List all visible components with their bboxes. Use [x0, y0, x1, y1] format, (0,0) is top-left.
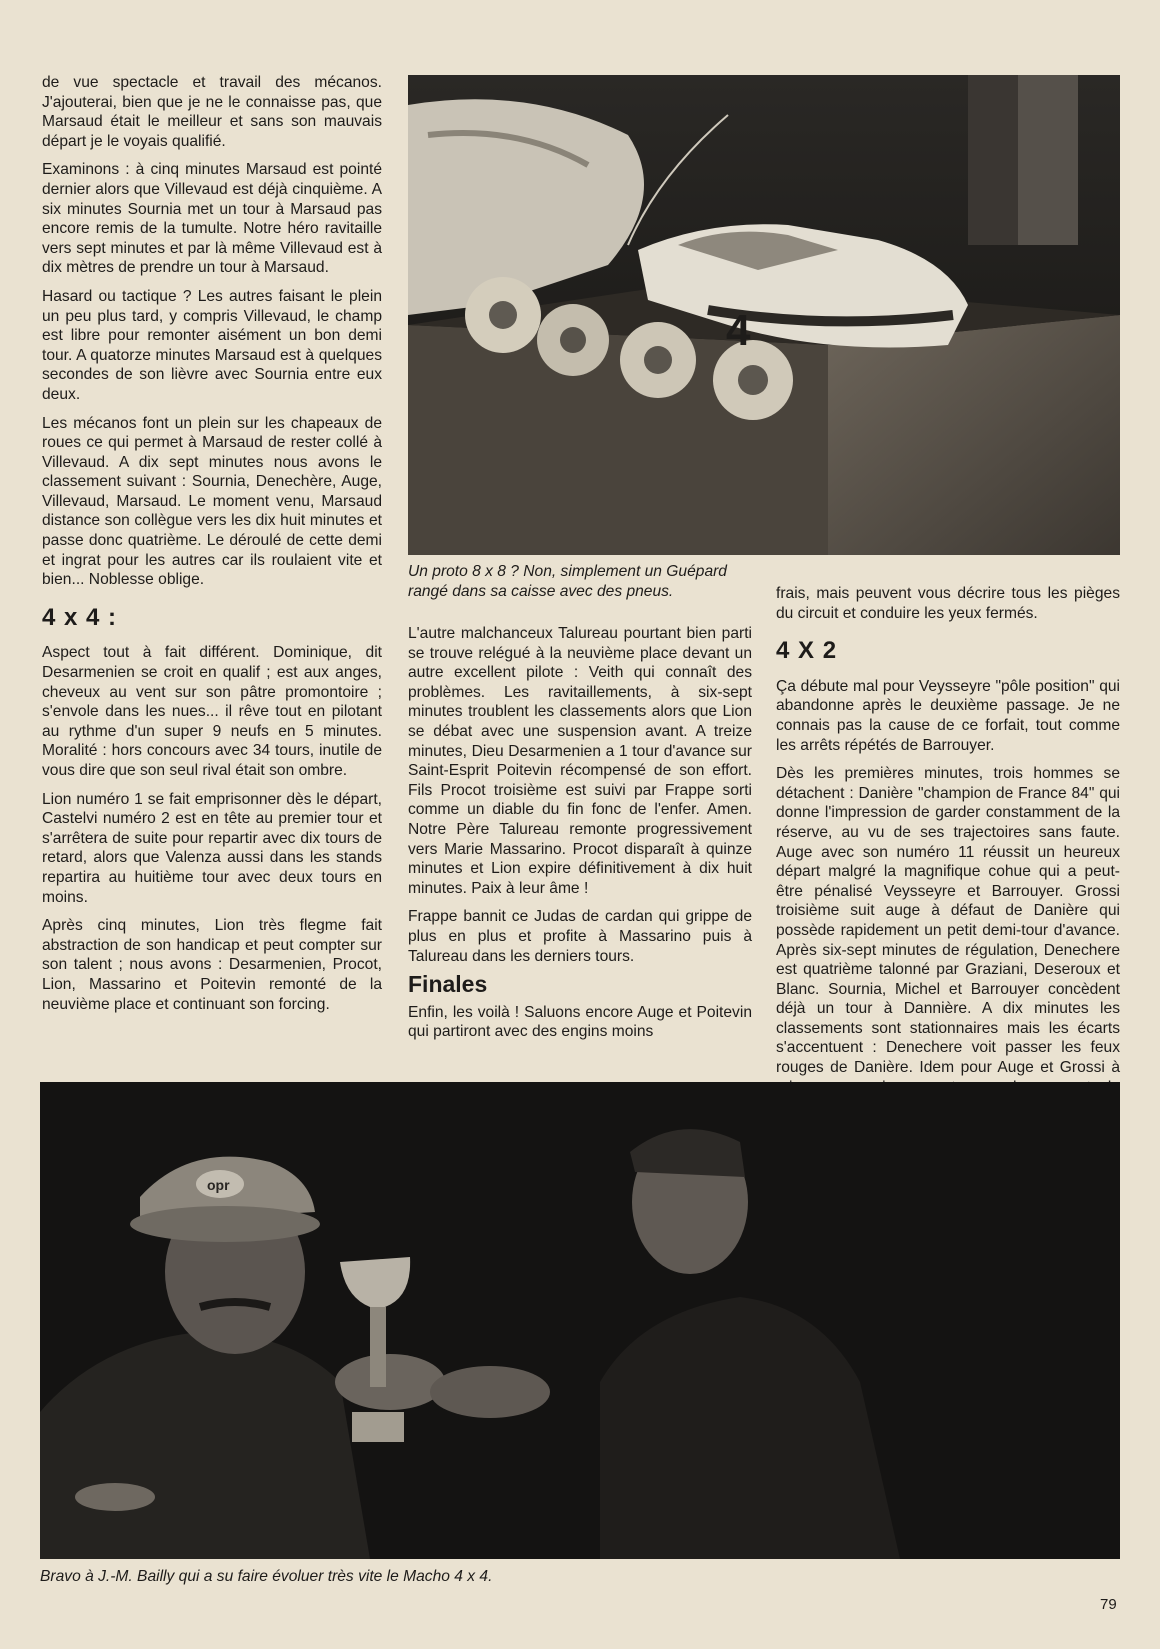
paragraph: Hasard ou tactique ? Les autres faisant le plein un peu plus tard, y compris Villevaud, le champ est libre pour remonter aisément un bon demi tour. A quatorze minutes Marsaud est à quelques secondes de son lièvre avec Sournia entre eux deux. — [42, 287, 382, 403]
paragraph: Frappe bannit ce Judas de cardan qui grippe de plus en plus et profite à Massarino puis à Talureau dans les derniers tours. — [408, 908, 752, 965]
paragraph: Lion numéro 1 se fait emprisonner dès le départ, Castelvi numéro 2 est en tête au premier tour et s'arrêtera de suite pour repartir avec dix tours de retard, alors que Valenza aussi dans les stands repartira au huitième tour avec deux tours en moins. — [42, 790, 382, 906]
paragraph: de vue spectacle et travail des mécanos. J'ajouterai, bien que je ne le connaisse pas, que Marsaud était le meilleur et sans son mauvais départ je le voyais qualifié. — [42, 74, 382, 150]
photo-car-in-box — [408, 75, 1120, 555]
column-middle — [408, 624, 752, 1051]
paragraph: Aspect tout à fait différent. Dominique, dit Desarmenien se croit en qualif ; est aux anges, cheveux au vent sur son pâtre promontoire ; s'envole dans les nues... il rêve tout en pilotant au rythme d'un super 9 neufs en 5 minutes. Moralité : hors concours avec 34 tours, inutile de vous dire que son seul rival était son ombre. — [42, 644, 382, 779]
photo-car-in-box-drawing — [408, 75, 1120, 555]
photo-trophy-handover — [40, 1082, 1120, 1559]
paragraph: Les mécanos font un plein sur les chapeaux de roues ce qui permet à Marsaud de rester collé à Villevaud. A dix sept minutes nous avons le classement suivant : Sournia, Denechère, Auge, Villevaud, Marsaud. Le moment venu, Marsaud distance son collègue vers les dix huit minutes et passe donc quatrième. Le déroulé de cette demi et ingrat pour les autres car ils roulaient vite et bien... Noblesse oblige. — [42, 414, 382, 589]
section-heading-4x2: 4 X 2 — [776, 637, 838, 665]
paragraph: L'autre malchanceux Talureau pourtant bien parti se trouve relégué à la neuvième place devant un autre excellent pilote : Veith qui connaît des problèmes. Les ravitaillements, à six-sept minutes troublent les classements alors que Lion se débat avec une suspension avant. A treize minutes, Dieu Desarmenien a 1 tour d'avance sur Saint-Esprit Poitevin récompensé de son effort. Fils Procot troisième est suivi par Frappe sorti comme un diable du fin fonc de l'enfer. Amen. Notre Père Talureau remonte progressivement vers Marie Massarino. Procot disparaît à quinze minutes et Lion expire définitivement à dix huit minutes. Paix à leur âme ! — [408, 625, 752, 897]
column-left — [42, 73, 382, 1023]
section-heading-4x4: 4 x 4 : — [42, 603, 118, 631]
photo-caption: Bravo à J.-M. Bailly qui a su faire évoluer très vite le Macho 4 x 4. — [40, 1568, 493, 1585]
car-number: 4 — [726, 306, 751, 355]
photo-caption: Un proto 8 x 8 ? Non, simplement un Guépard rangé dans sa caisse avec des pneus. — [408, 563, 727, 600]
paragraph: Enfin, les voilà ! Saluons encore Auge et Poitevin qui partiront avec des engins moins — [408, 1003, 752, 1041]
paragraph: Dès les premières minutes, trois hommes se détachent : Danière "champion de France 84" qui donne l'impression de garder constamment de la réserve, au vu de ses trajectoires sans faute. Auge avec son numéro 11 réussit un heureux départ malgré la magnifique cohue qui a peut-être pénalisé Veysseyre et Barrouyer. Grossi troisième suit auge à défaut de Danière qui possède rapidement un petit demi-tour d'avance. Après six-sept minutes de régulation, Denechere est quatrième talonné par Graziani, Deseroux et Blanc. Sournia, Michel et Barrouyer concèdent déjà un tour à Dannière. A dix minutes les classements sont stationnaires mais les écarts s'accentuent : Denechere voit passer les feux rouges de Danière. Idem pour Auge et Grossi à — [776, 765, 1120, 1077]
section-heading-finales: Finales — [408, 971, 488, 998]
cap-logo-text: opr — [207, 1177, 230, 1193]
paragraph: Examinons : à cinq minutes Marsaud est pointé dernier alors que Villevaud est déjà cinquième. A six minutes Sournia met un tour à Marsaud pas encore remis de la tumulte. Notre héro ravitaille vers sept minutes et par là même Villevaud est à dix mètres de prendre un tour à Marsaud. — [42, 161, 382, 277]
paragraph: Ça débute mal pour Veysseyre "pôle position" qui abandonne après le deuxième passage. Je ne connais pas la cause de ce forfait, tout comme les arrêts répétés de Barrouyer. — [776, 677, 1120, 754]
photo-trophy-handover-drawing — [40, 1082, 1120, 1559]
paragraph: Après cinq minutes, Lion très flegme fait abstraction de son handicap et peut compter sur son talent ; nous avons : Desarmenien, Procot, Lion, Massarino et Poitevin remonté de la neuvième place et continuant son forcing. — [42, 917, 382, 1013]
page-number: 79 — [1100, 1596, 1117, 1613]
paragraph: frais, mais peuvent vous décrire tous les pièges du circuit et conduire les yeux fermés. — [776, 585, 1120, 622]
